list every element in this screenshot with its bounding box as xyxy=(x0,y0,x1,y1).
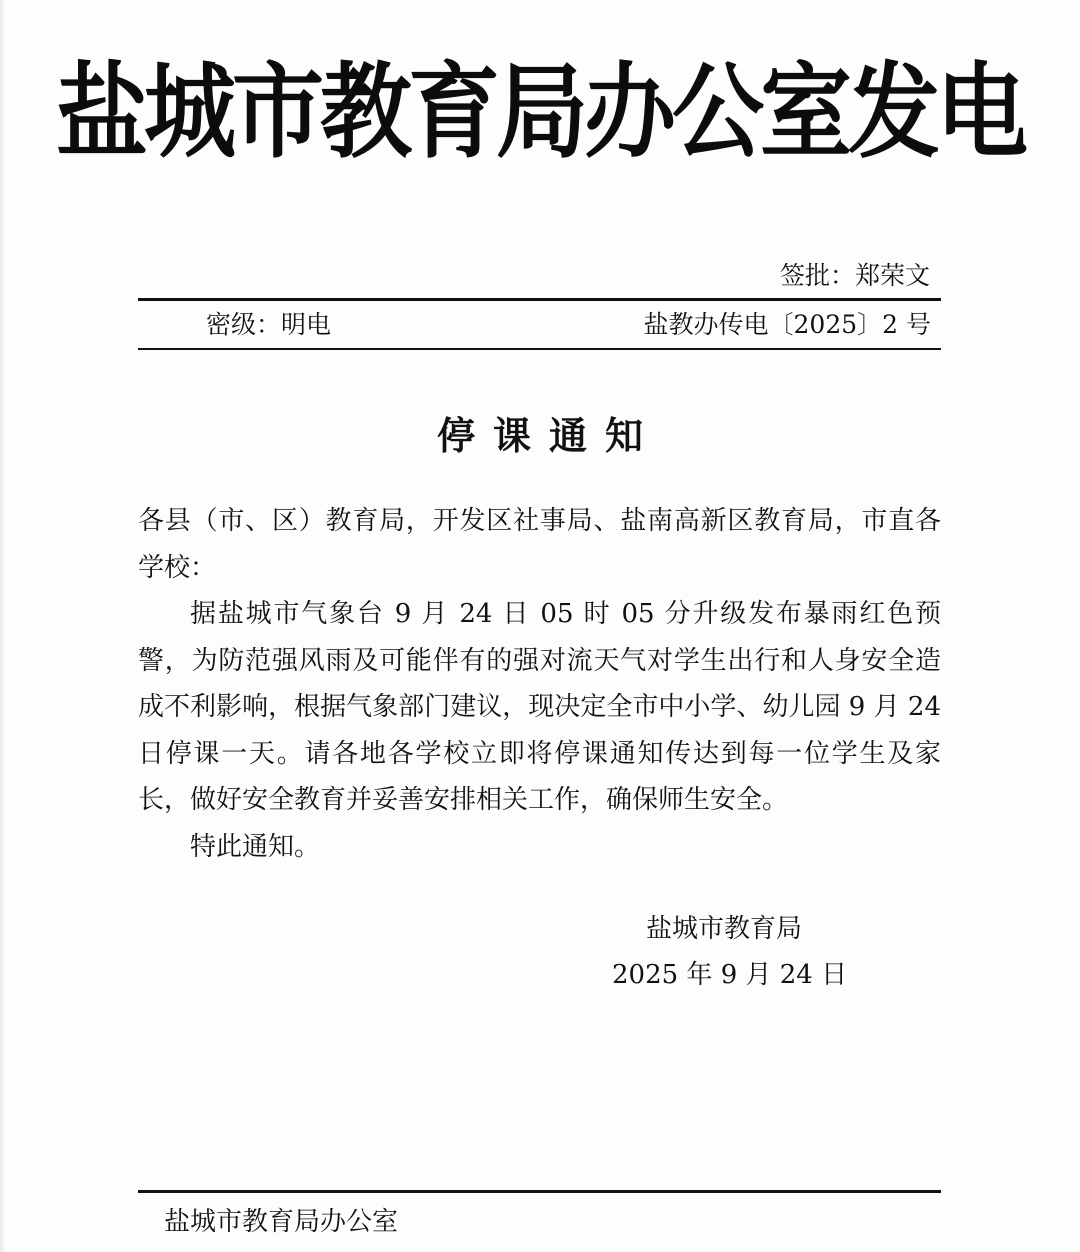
secrecy-level: 密级：明电 xyxy=(206,310,332,339)
document-meta-row xyxy=(138,305,941,345)
signature-organization: 盐城市教育局 xyxy=(646,914,803,944)
approval-signer: 签批：郑荣文 xyxy=(779,261,930,290)
notice-body xyxy=(138,498,941,870)
addressee-line: 各县（市、区）教育局，开发区社事局、盐南高新区教育局，市直各学校： xyxy=(138,506,941,583)
footer-office-name: 盐城市教育局办公室 xyxy=(164,1207,399,1237)
closing-line: 特此通知。 xyxy=(190,831,321,862)
header-rule-bottom xyxy=(138,348,941,350)
signature-date: 2025 年 9 月 24 日 xyxy=(612,960,848,990)
notice-paragraph: 据盐城市气象台 9 月 24 日 05 时 05 分升级发布暴雨红色预警，为防范强风雨及可能伴有的强对流天气对学生出行和人身安全造成不利影响，根据气象部门建议，现决定全市中小学、幼儿园 9 月 24 日停课一天。请各地各学校立即将停课通知传达到每一位学生及家长，做好安全教育并妥善安排相关工作，确保师生安全。 xyxy=(138,599,941,815)
header-rule-top xyxy=(138,298,941,301)
footer-rule xyxy=(138,1190,941,1193)
masthead-title: 盐城市教育局办公室发电 xyxy=(55,52,1024,173)
notice-title: 停课通知 xyxy=(436,413,661,458)
page-edge-shadow xyxy=(0,0,6,1252)
document-number: 盐教办传电〔2025〕2 号 xyxy=(643,310,931,339)
